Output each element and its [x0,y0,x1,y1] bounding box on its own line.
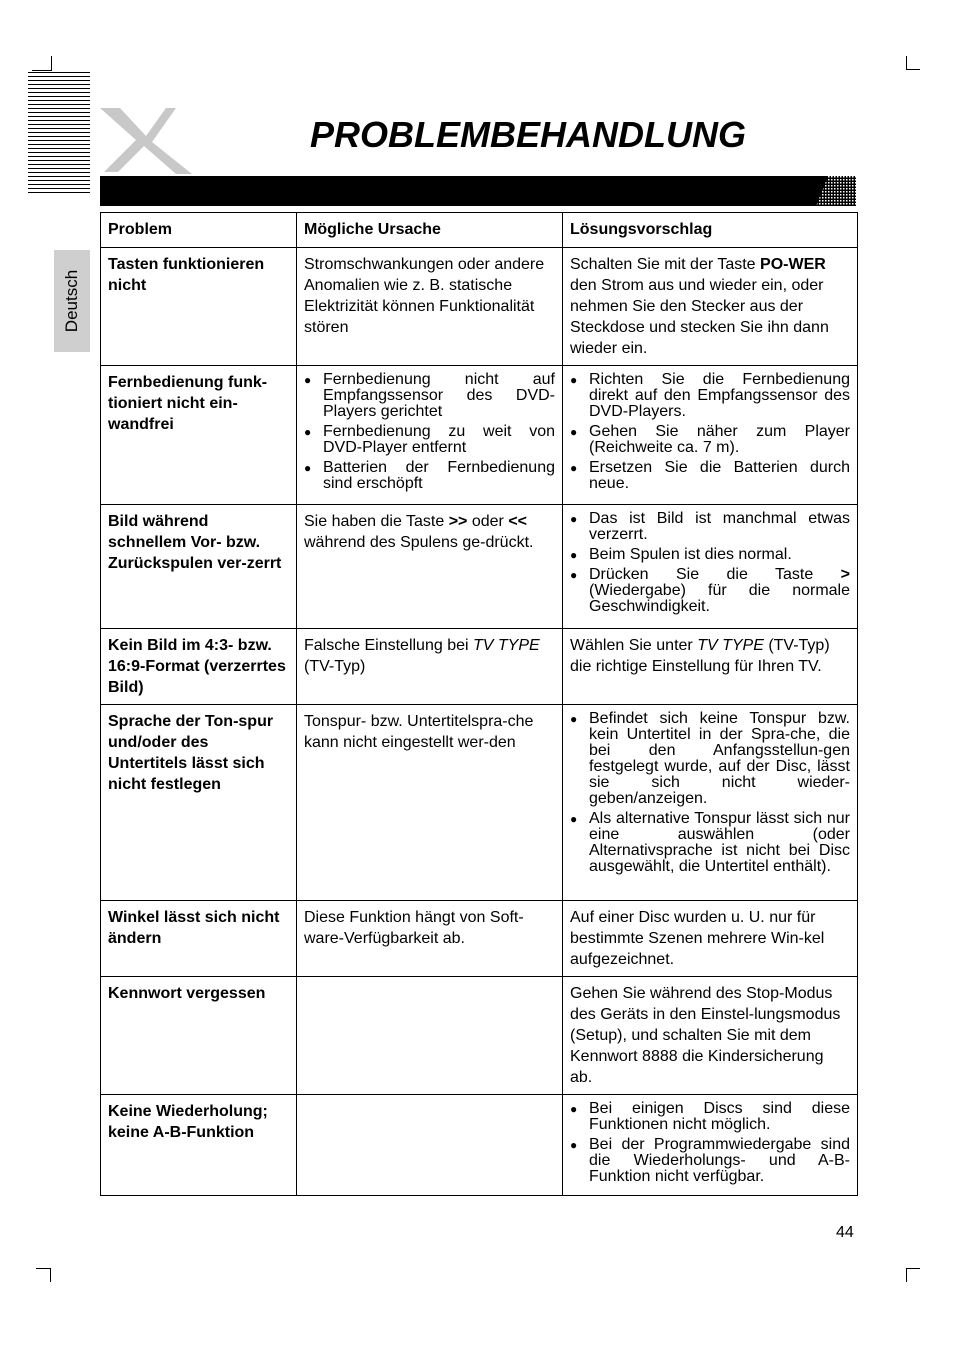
cause-text: (TV-Typ) [304,658,366,675]
list-item [570,567,850,615]
cause-cell: Tonspur- bzw. Untertitelspra-che kann nicht eingestellt wer-den [297,705,563,901]
troubleshooting-table [100,212,858,1196]
crop-mark-bottom-right [906,1268,907,1282]
cause-cell [297,366,563,505]
cause-cell [297,977,563,1095]
table-row [101,705,858,901]
list-item: ● Als alternative Tonspur lässt sich nur eine auswählen (oder Alternativsprache ist nicht bei Disc ausgewählt, die Untertitel enthält). [570,811,850,875]
cause-text: während des Spulens ge-drückt. [304,534,534,551]
brand-x-logo [96,102,196,176]
solution-cell: Gehen Sie während des Stop-Modus des Geräts in den Einstel-lungsmodus (Setup), und schalten Sie mit dem Kennwort 8888 die Kindersicherung ab. [563,977,858,1095]
header-stripes [28,72,90,196]
problem-cell: Fernbedienung funk-tioniert nicht ein-wandfrei [101,366,297,505]
header-solution: Lösungsvorschlag [563,213,858,248]
crop-mark-top-left-v [51,56,52,71]
ff-key: >> [448,513,468,530]
page-title: PROBLEMBEHANDLUNG [310,114,746,155]
cause-text: Falsche Einstellung bei [304,637,473,654]
language-tab-label: Deutsch [62,269,81,333]
table-row [101,505,858,629]
play-key: > [840,566,850,583]
list-item: ● Fernbedienung nicht auf Empfangssensor des DVD-Players gerichtet [304,372,555,420]
title-bar [100,176,856,206]
list-item: ● Bei einigen Discs sind diese Funktionen nicht möglich. [570,1101,850,1133]
list-item: ● Gehen Sie näher zum Player (Reichweite ca. 7 m). [570,424,850,456]
list-item: ● Beim Spulen ist dies normal. [570,547,850,563]
list-item: ● Richten Sie die Fernbedienung direkt auf den Empfangssensor des DVD-Players. [570,372,850,420]
tv-type-setting: TV TYPE [472,637,540,654]
crop-mark-bottom-left-v [50,1268,51,1282]
solution-cell [563,629,858,705]
problem-cell: Keine Wiederholung; keine A-B-Funktion [101,1095,297,1196]
page-number: 44 [836,1224,854,1241]
solution-cell [563,366,858,505]
solution-cell [563,1095,858,1196]
cause-text: Sie haben die Taste [304,513,449,530]
list-item: ● Das ist Bild ist manchmal etwas verzerrt. [570,511,850,543]
solution-text: Wählen Sie unter [570,637,698,654]
problem-cell: Kennwort vergessen [101,977,297,1095]
crop-mark-bottom-left [36,1268,51,1269]
solution-text: (TV-Typ) die richtige Einstellung für Ihren TV. [570,637,830,675]
header-problem: Problem [101,213,297,248]
table-header-row [101,213,858,248]
problem-cell: Winkel lässt sich nicht ändern [101,901,297,977]
list-item: ● Fernbedienung zu weit von DVD-Player entfernt [304,424,555,456]
solution-text: den Strom aus und wieder ein, oder nehmen Sie den Stecker aus der Steckdose und stecken Sie ihn dann wieder ein. [570,277,829,357]
cause-cell: Stromschwankungen oder andere Anomalien wie z. B. statische Elektrizität können Funktionalität stören [297,248,563,366]
crop-mark-top-right [906,56,907,70]
solution-cell [563,705,858,901]
table-row [101,1095,858,1196]
solution-cell [563,248,858,366]
header-cause: Mögliche Ursache [297,213,563,248]
bar-dot-pattern [816,176,856,206]
list-item: ● Bei der Programmwiedergabe sind die Wiederholungs- und A-B-Funktion nicht verfügbar. [570,1137,850,1185]
solution-text: Schalten Sie mit der Taste [570,256,761,273]
rew-key: << [508,513,527,530]
list-item-text: Drücken Sie die Taste [589,566,841,583]
cause-text: oder [467,513,509,530]
problem-cell: Sprache der Ton-spur und/oder des Untertitels lässt sich nicht festlegen [101,705,297,901]
cause-cell [297,629,563,705]
solution-cell [563,505,858,629]
problem-cell: Bild während schnellem Vor- bzw. Zurückspulen ver-zerrt [101,505,297,629]
crop-mark-top-right-h [906,69,920,70]
cause-cell: Diese Funktion hängt von Soft-ware-Verfügbarkeit ab. [297,901,563,977]
list-item: ● Befindet sich keine Tonspur bzw. kein Untertitel in der Spra-che, die bei den Anfangsstellun-gen festgelegt wurde, auf der Disc, lässt sie sich nicht wieder-geben/anzeigen. [570,711,850,807]
table-row [101,248,858,366]
list-item-text: (Wiedergabe) für die normale Geschwindigkeit. [589,582,850,615]
tv-type-setting: TV TYPE [697,637,764,654]
table-row [101,977,858,1095]
problem-cell: Tasten funktionieren nicht [101,248,297,366]
solution-cell: Auf einer Disc wurden u. U. nur für bestimmte Szenen mehrere Win-kel aufgezeichnet. [563,901,858,977]
table-row [101,366,858,505]
list-item: ● Ersetzen Sie die Batterien durch neue. [570,460,850,492]
language-tab [54,250,90,352]
crop-mark-top-left [32,70,52,71]
list-item: ● Batterien der Fernbedienung sind erschöpft [304,460,555,492]
problem-cell: Kein Bild im 4:3- bzw. 16:9-Format (verzerrtes Bild) [101,629,297,705]
table-row [101,901,858,977]
cause-cell [297,505,563,629]
table-row [101,629,858,705]
power-key: PO-WER [760,256,826,273]
cause-cell [297,1095,563,1196]
crop-mark-bottom-right-h [906,1268,920,1269]
